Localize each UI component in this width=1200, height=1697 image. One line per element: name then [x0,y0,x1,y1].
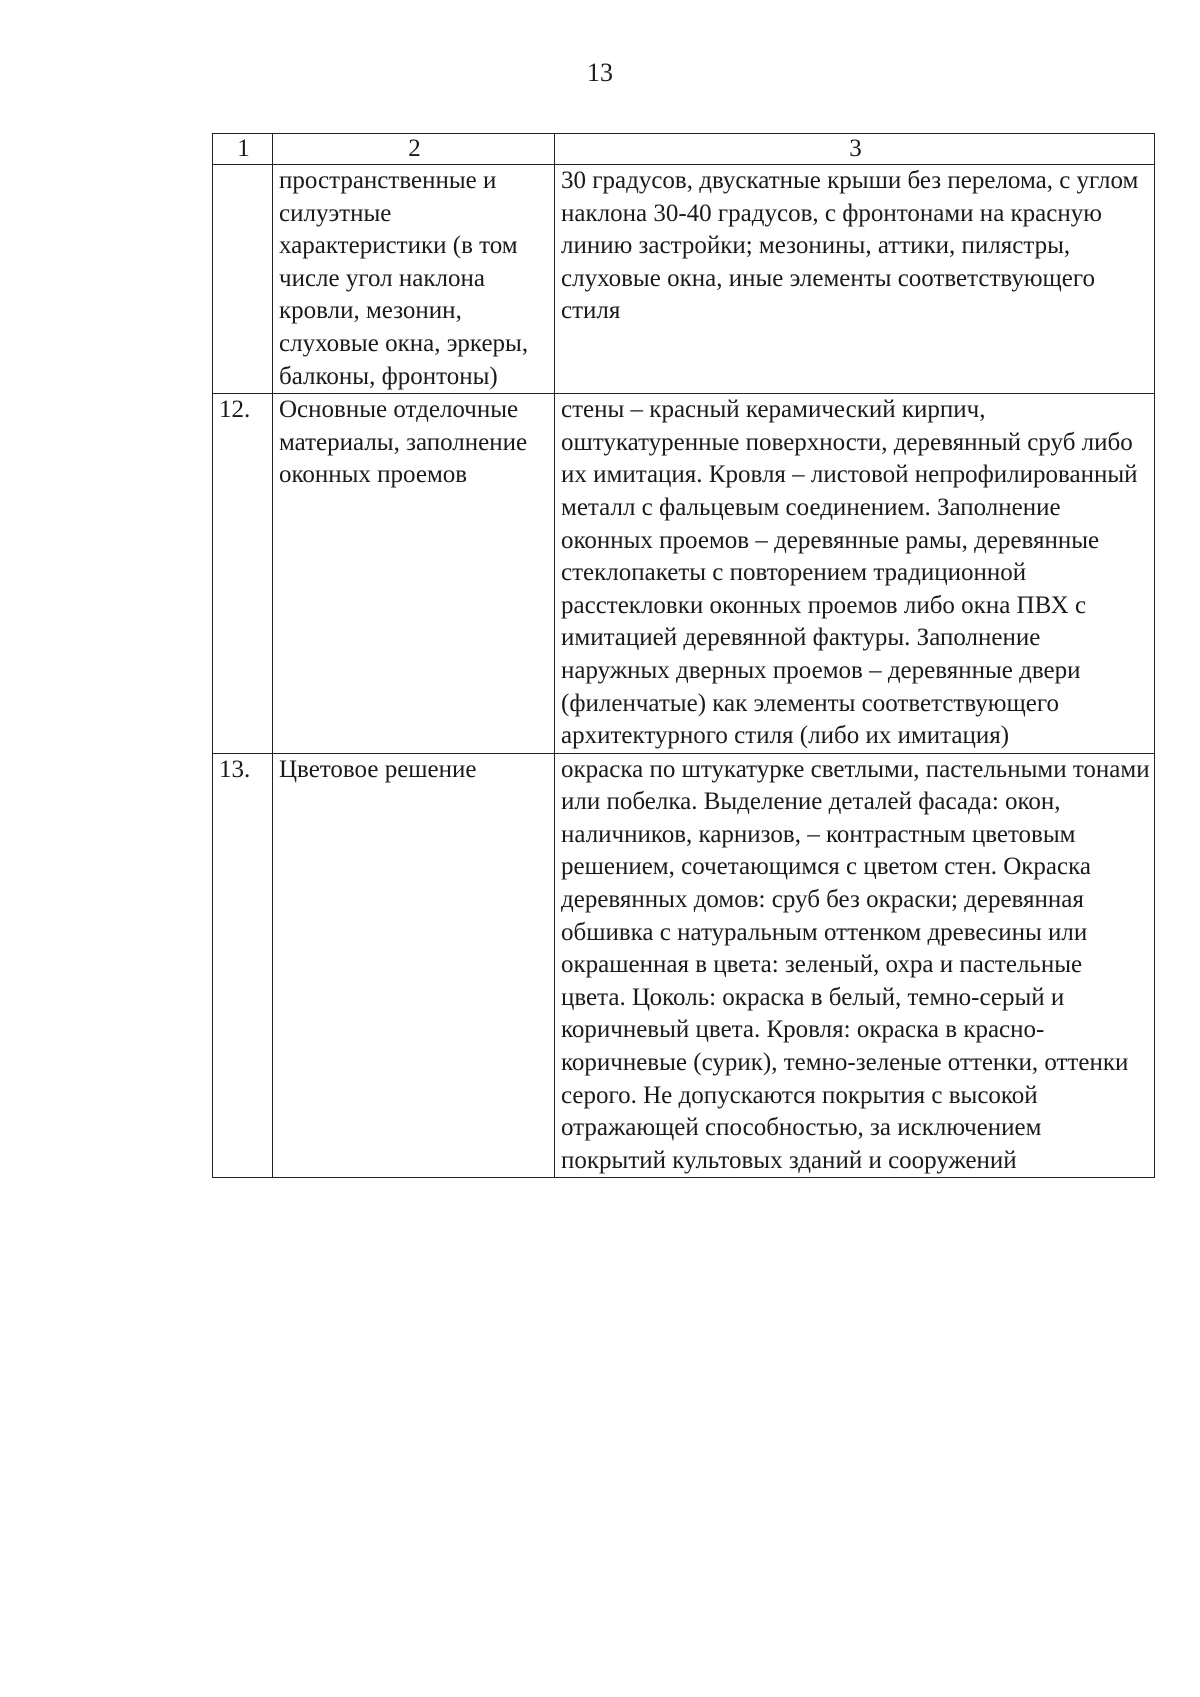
table-row [213,394,1155,754]
column-header-number: 1 [213,134,273,165]
row-parameter: Цветовое решение [273,753,555,1178]
row-requirements: стены – красный керамический кирпич, оштукатуренные поверхности, деревянный сруб либо их имитация. Кровля – листовой непрофилированный металл с фальцевым соединением. Заполнение оконных проемов – деревянные рамы, деревянные стеклопакеты с повторением традиционной расстекловки оконных проемов либо окна ПВХ с имитацией деревянной фактуры. Заполнение наружных дверных проемов – деревянные двери (филенчатые) как элементы соответствующего архитектурного стиля (либо их имитация) [555,394,1155,754]
row-requirements: 30 градусов, двускатные крыши без перелома, с углом наклона 30-40 градусов, с фронтонами на красную линию застройки; мезонины, аттики, пилястры, слуховые окна, иные элементы соответствующего стиля [555,165,1155,394]
table-row [213,165,1155,394]
column-header-requirements: 3 [555,134,1155,165]
column-header-parameter: 2 [273,134,555,165]
row-number: 12. [213,394,273,754]
row-requirements: окраска по штукатурке светлыми, пастельными тонами или побелка. Выделение деталей фасада: окон, наличников, карнизов, – контрастным цветовым решением, сочетающимся с цветом стен. Окраска деревянных домов: сруб без окраски; деревянная обшивка с натуральным оттенком древесины или окрашенная в цвета: зеленый, охра и пастельные цвета. Цоколь: окраска в белый, темно-серый и коричневый цвета. Кровля: окраска в красно-коричневые (сурик), темно-зеленые оттенки, оттенки серого. Не допускаются покрытия с высокой отражающей способностью, за исключением покрытий культовых зданий и сооружений [555,753,1155,1178]
regulations-table [212,133,1155,1178]
row-number [213,165,273,394]
table-row [213,753,1155,1178]
row-parameter: пространственные и силуэтные характеристики (в том числе угол наклона кровли, мезонин, слуховые окна, эркеры, балконы, фронтоны) [273,165,555,394]
row-parameter: Основные отделочные материалы, заполнение оконных проемов [273,394,555,754]
row-number: 13. [213,753,273,1178]
table-header-row [213,134,1155,165]
page-number: 13 [587,58,613,87]
